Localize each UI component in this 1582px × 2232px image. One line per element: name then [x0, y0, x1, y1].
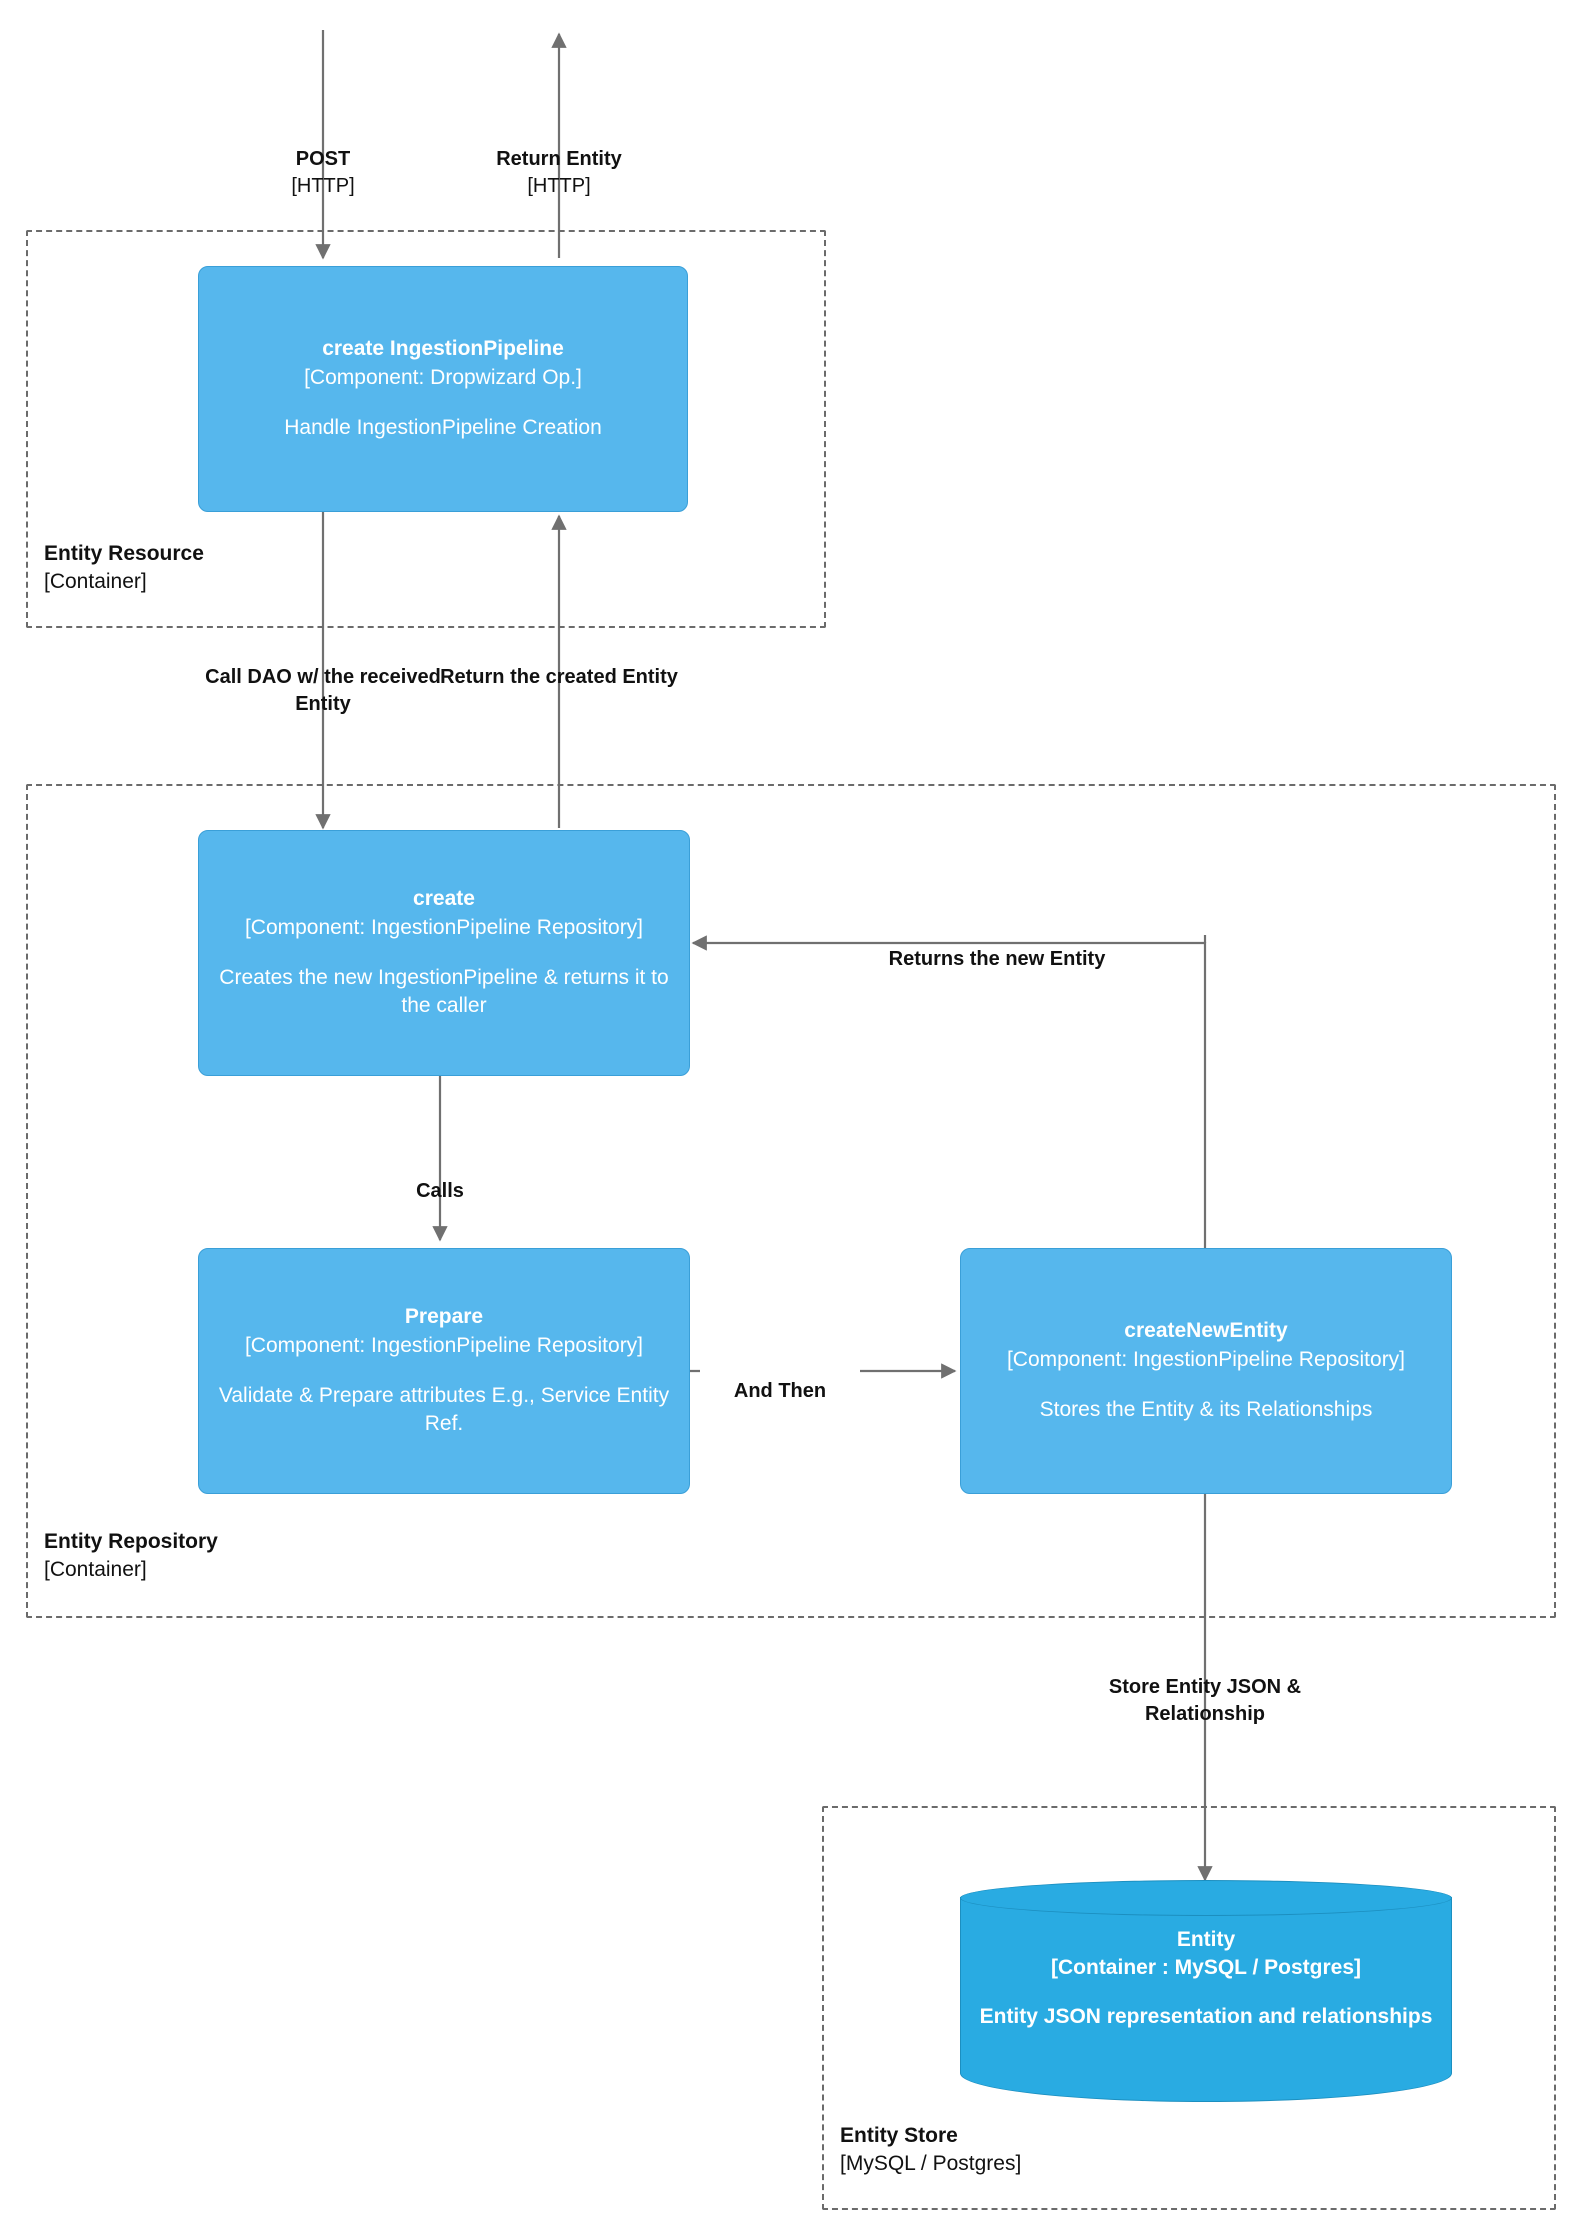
- edge-label-returns-new-entity: Returns the new Entity: [888, 948, 1106, 971]
- node-desc: Creates the new IngestionPipeline & returns it to the caller: [219, 966, 669, 1018]
- edge-label-and-then: And Then: [700, 1352, 860, 1405]
- edge-label-call-dao: Call DAO w/ the received Entity: [205, 666, 441, 715]
- node-title: create IngestionPipeline: [322, 337, 564, 361]
- node-title: createNewEntity: [1124, 1319, 1288, 1343]
- node-prepare[interactable]: [198, 1248, 690, 1494]
- node-desc: Validate & Prepare attributes E.g., Service Entity Ref.: [218, 1384, 670, 1436]
- edge-label-return-created-entity: Return the created Entity: [440, 666, 678, 689]
- boundary-label-entity-resource: Entity Resource [Container]: [44, 542, 204, 593]
- node-create-new-entity[interactable]: [960, 1248, 1452, 1494]
- database-title: Entity: [1176, 1928, 1236, 1951]
- edge-label-calls: Calls: [416, 1180, 464, 1203]
- node-tech: [Component: IngestionPipeline Repository]: [244, 1333, 644, 1357]
- database-entity[interactable]: [960, 1880, 1452, 2102]
- database-text: [960, 1926, 1452, 2031]
- boundary-label-entity-store: Entity Store [MySQL / Postgres]: [840, 2124, 1022, 2175]
- edge-label-store-entity-json: Store Entity JSON & Relationship: [1108, 1676, 1302, 1725]
- node-create[interactable]: [198, 830, 690, 1076]
- database-tech: [Container : MySQL / Postgres]: [1051, 1956, 1361, 1980]
- node-desc: Stores the Entity & its Relationships: [1039, 1398, 1373, 1422]
- database-cylinder-top: [960, 1880, 1452, 1916]
- node-tech: [Component: IngestionPipeline Repository]: [244, 915, 644, 939]
- node-title: Prepare: [404, 1305, 484, 1329]
- node-tech: [Component: IngestionPipeline Repository]: [1006, 1347, 1406, 1371]
- boundary-label-entity-repository: Entity Repository [Container]: [44, 1530, 218, 1581]
- edge-label-post: POST [HTTP]: [291, 148, 355, 197]
- node-create-ingestion-pipeline[interactable]: [198, 266, 688, 512]
- node-tech: [Component: Dropwizard Op.]: [304, 365, 582, 389]
- edge-label-return-entity: Return Entity [HTTP]: [496, 148, 622, 197]
- node-desc: Handle IngestionPipeline Creation: [284, 416, 602, 440]
- node-title: create: [413, 887, 475, 911]
- database-desc: Entity JSON representation and relationships: [979, 2004, 1433, 2028]
